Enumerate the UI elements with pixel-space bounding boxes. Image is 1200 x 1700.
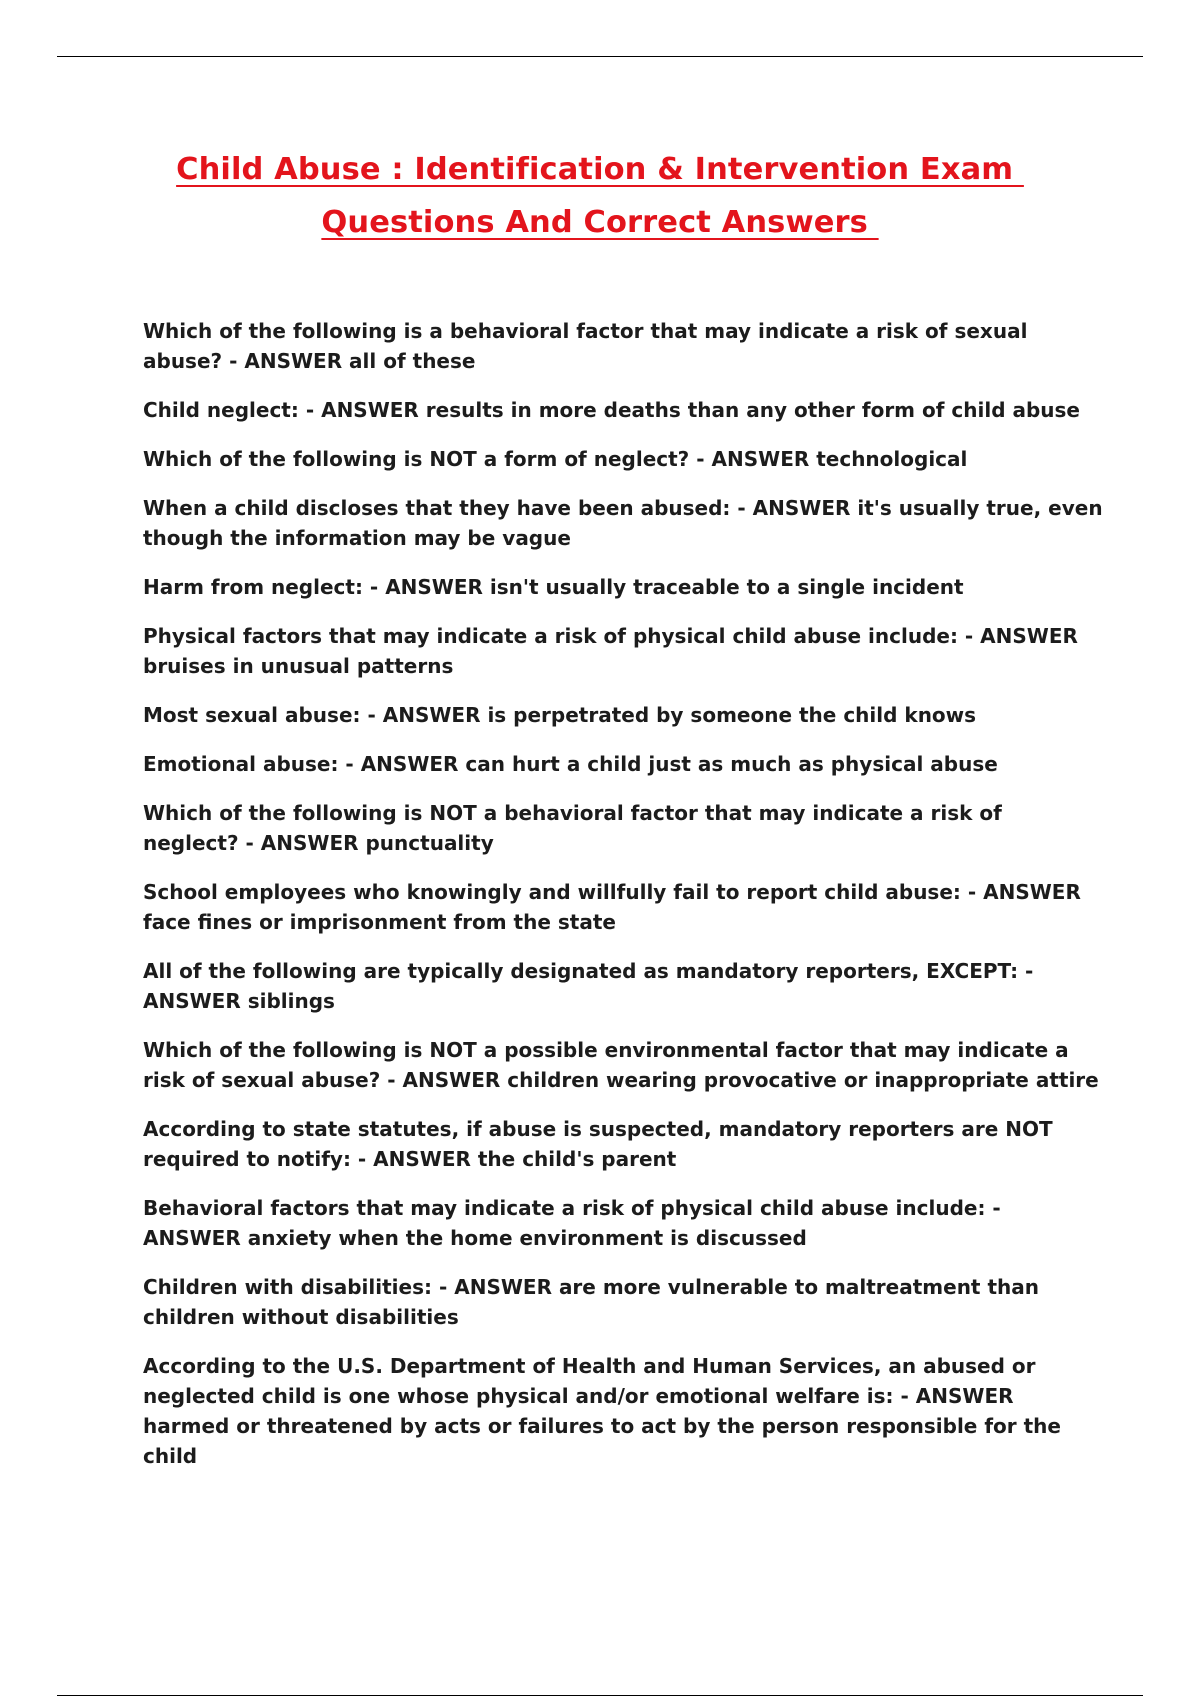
qa-item: Which of the following is a behavioral factor that may indicate a risk of sexual abuse? - ANSWER all of these [143, 319, 1028, 373]
document-title [0, 143, 1200, 249]
qa-item: Which of the following is NOT a behavioral factor that may indicate a risk of neglect? - ANSWER punctuality [143, 801, 1002, 855]
qa-item: Which of the following is NOT a possible environmental factor that may indicate a risk of sexual abuse? - ANSWER children wearing provocative or inappropriate attire [143, 1038, 1099, 1092]
title-line-1: Child Abuse : Identification & Intervention Exam [176, 152, 1024, 187]
qa-list [143, 316, 1103, 1490]
qa-item: Behavioral factors that may indicate a risk of physical child abuse include: - ANSWER anxiety when the home environment is discussed [143, 1196, 1001, 1250]
qa-item: Child neglect: - ANSWER results in more deaths than any other form of child abuse [143, 398, 1080, 422]
qa-item: According to the U.S. Department of Health and Human Services, an abused or neglected child is one whose physical and/or emotional welfare is: - ANSWER harmed or threatened by acts or failures to act by the person responsible for the child [143, 1354, 1061, 1468]
qa-item: Harm from neglect: - ANSWER isn't usually traceable to a single incident [143, 575, 964, 599]
top-rule [57, 56, 1143, 57]
bottom-rule [57, 1695, 1143, 1696]
qa-item: Most sexual abuse: - ANSWER is perpetrated by someone the child knows [143, 703, 977, 727]
qa-item: Physical factors that may indicate a risk of physical child abuse include: - ANSWER bruises in unusual patterns [143, 624, 1078, 678]
qa-item: Which of the following is NOT a form of neglect? - ANSWER technological [143, 447, 968, 471]
qa-item: According to state statutes, if abuse is suspected, mandatory reporters are NOT required to notify: - ANSWER the child's parent [143, 1117, 1053, 1171]
qa-item: All of the following are typically designated as mandatory reporters, EXCEPT: - ANSWER siblings [143, 959, 1034, 1013]
qa-item: Children with disabilities: - ANSWER are more vulnerable to maltreatment than children without disabilities [143, 1275, 1039, 1329]
qa-item: When a child discloses that they have been abused: - ANSWER it's usually true, even though the information may be vague [143, 496, 1103, 550]
title-line-2: Questions And Correct Answers [321, 205, 879, 240]
qa-item: School employees who knowingly and willfully fail to report child abuse: - ANSWER face fines or imprisonment from the state [143, 880, 1081, 934]
qa-item: Emotional abuse: - ANSWER can hurt a child just as much as physical abuse [143, 752, 998, 776]
